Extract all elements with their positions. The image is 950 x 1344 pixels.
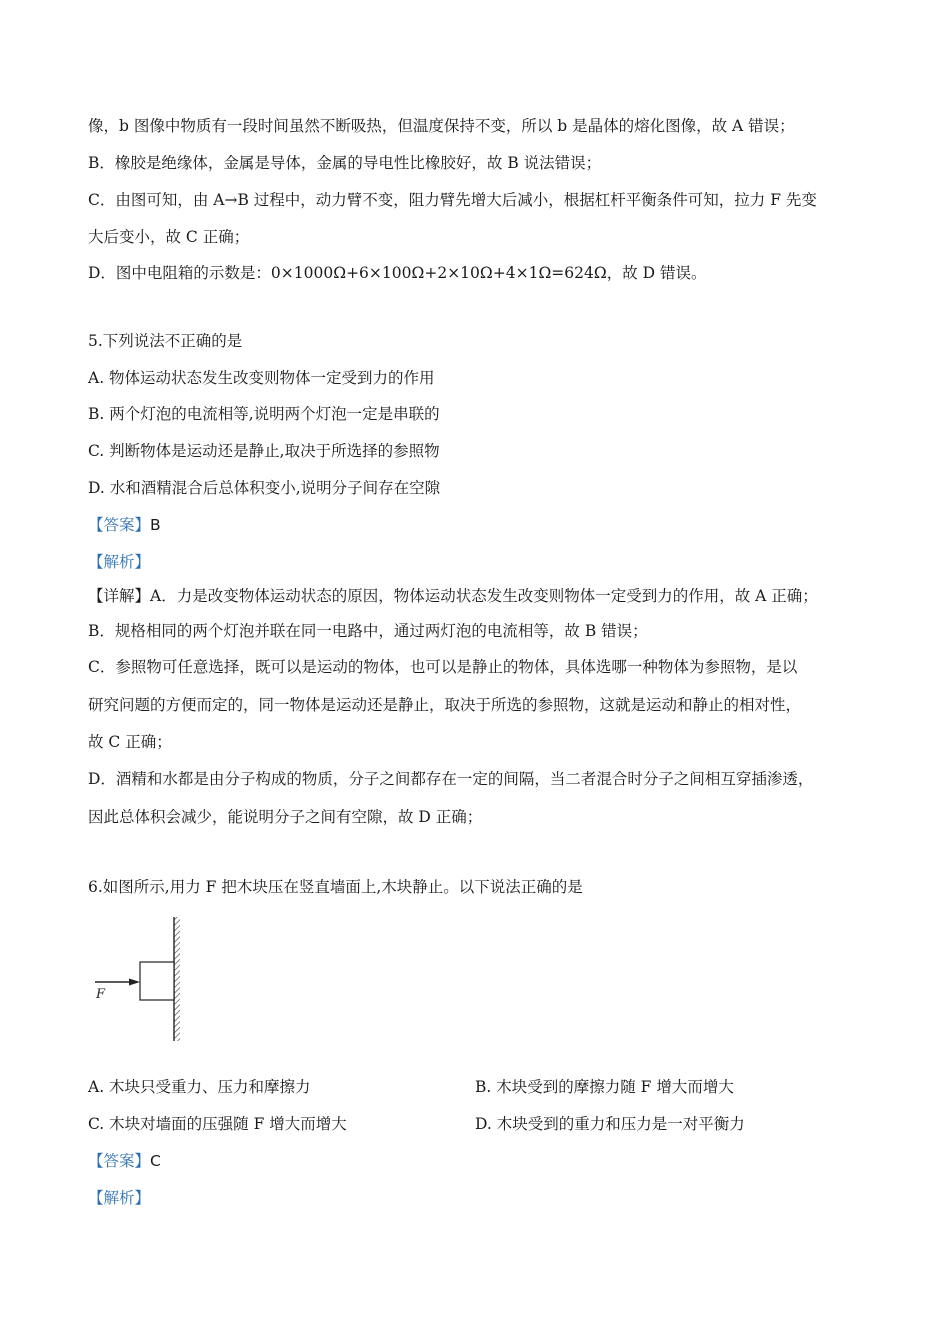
q5-option-b: B. 两个灯泡的电流相等,说明两个灯泡一定是串联的 [88, 405, 440, 423]
q6-figure [88, 915, 198, 1045]
q5-detail-3: C．参照物可任意选择，既可以是运动的物体，也可以是静止的物体，具体选哪一种物体为参照物，是以 [88, 658, 798, 676]
q6-answer [88, 1150, 161, 1172]
q5-detail-6: D．酒精和水都是由分子构成的物质，分子之间都存在一定的间隔，当二者混合时分子之间相互穿插渗透， [88, 770, 814, 788]
force-label: F [96, 987, 106, 1002]
q5-option-c: C. 判断物体是运动还是静止,取决于所选择的参照物 [88, 442, 440, 460]
force-arrowhead [129, 979, 140, 986]
q6-option-c: C. 木块对墙面的压强随 F 增大而增大 [88, 1115, 347, 1133]
answer-value: C [150, 1152, 161, 1170]
q5-option-d: D. 水和酒精混合后总体积变小,说明分子间存在空隙 [88, 479, 441, 497]
q5-option-a: A. 物体运动状态发生改变则物体一定受到力的作用 [88, 369, 435, 387]
prev-line-2: B．橡胶是绝缘体，金属是导体，金属的导电性比橡胶好，故 B 说法错误； [88, 154, 602, 172]
q5-detail-7: 因此总体积会减少，能说明分子之间有空隙，故 D 正确； [88, 808, 483, 826]
prev-line-5: D．图中电阻箱的示数是：0×1000Ω+6×100Ω+2×10Ω+4×1Ω=624Ω，故 D 错误。 [88, 264, 707, 282]
q6-analysis-tag: 【解析】 [88, 1189, 151, 1207]
answer-tag: 【答案】 [88, 516, 151, 534]
answer-tag: 【答案】 [88, 1152, 151, 1170]
q5-detail-1 [88, 585, 818, 607]
q5-stem: 5.下列说法不正确的是 [88, 332, 243, 350]
q5-detail-4: 研究问题的方便而定的，同一物体是运动还是静止，取决于所选的参照物，这就是运动和静止的相对性， [88, 696, 802, 714]
q6-option-a: A. 木块只受重力、压力和摩擦力 [88, 1078, 311, 1096]
q6-option-d: D. 木块受到的重力和压力是一对平衡力 [475, 1115, 745, 1133]
prev-line-1: 像，b 图像中物质有一段时间虽然不断吸热，但温度保持不变，所以 b 是晶体的熔化图像，故 A 错误； [88, 117, 795, 135]
prev-line-3: C．由图可知，由 A→B 过程中，动力臂不变，阻力臂先增大后减小，根据杠杆平衡条件可知，拉力 F 先变 [88, 191, 817, 209]
detail-text: A．力是改变物体运动状态的原因，物体运动状态发生改变则物体一定受到力的作用，故 A 正确； [150, 587, 818, 605]
q5-detail-5: 故 C 正确； [88, 733, 172, 751]
answer-value: B [150, 516, 161, 534]
q6-option-b: B. 木块受到的摩擦力随 F 增大而增大 [475, 1078, 734, 1096]
q5-answer [88, 514, 161, 536]
detail-tag: 【详解】 [88, 587, 151, 605]
q5-detail-2: B．规格相同的两个灯泡并联在同一电路中，通过两灯泡的电流相等，故 B 错误； [88, 622, 648, 640]
wood-block [140, 962, 174, 1000]
prev-line-4: 大后变小，故 C 正确； [88, 228, 250, 246]
wall-hatching [174, 917, 180, 1041]
q6-stem: 6.如图所示,用力 F 把木块压在竖直墙面上,木块静止。以下说法正确的是 [88, 878, 583, 896]
q5-analysis-tag: 【解析】 [88, 553, 151, 571]
